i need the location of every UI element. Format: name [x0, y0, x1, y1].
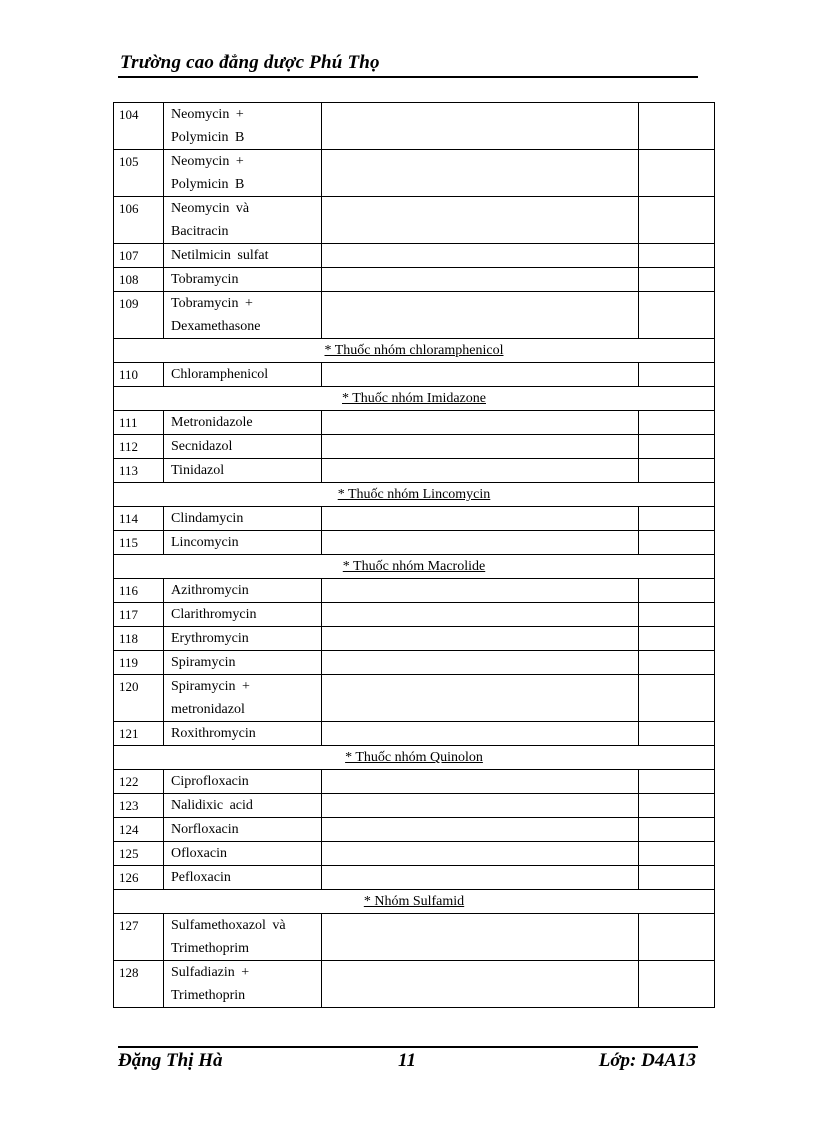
table-row — [114, 150, 715, 197]
drug-name-line: Azithromycin — [171, 583, 249, 598]
drug-name-line: Clindamycin — [171, 511, 244, 526]
row-number: 111 — [114, 411, 164, 435]
empty-cell — [639, 579, 715, 603]
section-header-label: * Thuốc nhóm Quinolon — [345, 750, 483, 765]
table-row — [114, 103, 715, 150]
section-header-row — [114, 387, 715, 411]
table-row — [114, 770, 715, 794]
empty-cell — [639, 627, 715, 651]
row-number: 106 — [114, 197, 164, 244]
drug-name-line: Lincomycin — [171, 535, 239, 550]
empty-cell — [322, 818, 639, 842]
table-row — [114, 794, 715, 818]
drug-name-cell — [164, 627, 322, 651]
empty-cell — [322, 507, 639, 531]
empty-cell — [322, 675, 639, 722]
empty-cell — [322, 914, 639, 961]
empty-cell — [322, 531, 639, 555]
empty-cell — [639, 794, 715, 818]
empty-cell — [322, 866, 639, 890]
row-number: 110 — [114, 363, 164, 387]
drug-name-cell — [164, 770, 322, 794]
drug-name-line: Polymicin B — [171, 130, 245, 145]
row-number: 105 — [114, 150, 164, 197]
empty-cell — [639, 651, 715, 675]
table-row — [114, 651, 715, 675]
table-row — [114, 914, 715, 961]
section-header-label: * Thuốc nhóm Macrolide — [342, 559, 486, 574]
table-row — [114, 818, 715, 842]
drug-name-line: Trimethoprim — [171, 941, 250, 956]
empty-cell — [322, 794, 639, 818]
table-row — [114, 507, 715, 531]
section-header-cell — [114, 890, 715, 914]
empty-cell — [639, 722, 715, 746]
drug-name-line: Norfloxacin — [171, 822, 239, 837]
empty-cell — [322, 961, 639, 1008]
footer-author: Đặng Thị Hà — [118, 1050, 223, 1071]
drug-name-line: Sulfadiazin + — [171, 965, 250, 980]
table-row — [114, 197, 715, 244]
table-row — [114, 292, 715, 339]
drug-name-cell — [164, 866, 322, 890]
empty-cell — [322, 435, 639, 459]
empty-cell — [639, 459, 715, 483]
empty-cell — [639, 435, 715, 459]
section-header-row — [114, 483, 715, 507]
section-header-row — [114, 746, 715, 770]
drug-name-line: Secnidazol — [171, 439, 233, 454]
empty-cell — [322, 579, 639, 603]
drug-name-cell — [164, 292, 322, 339]
empty-cell — [639, 244, 715, 268]
row-number: 124 — [114, 818, 164, 842]
table-row — [114, 579, 715, 603]
drug-name-line: Neomycin + — [171, 154, 244, 169]
drug-name-cell — [164, 103, 322, 150]
drug-name-line: Trimethoprin — [171, 988, 246, 1003]
row-number: 128 — [114, 961, 164, 1008]
drug-name-line: Neomycin + — [171, 107, 244, 122]
drug-name-cell — [164, 363, 322, 387]
drug-name-line: Ofloxacin — [171, 846, 227, 861]
table-row — [114, 722, 715, 746]
drug-name-cell — [164, 244, 322, 268]
table-row — [114, 842, 715, 866]
row-number: 116 — [114, 579, 164, 603]
row-number: 126 — [114, 866, 164, 890]
row-number: 123 — [114, 794, 164, 818]
drug-name-line: Ciprofloxacin — [171, 774, 249, 789]
empty-cell — [639, 770, 715, 794]
row-number: 118 — [114, 627, 164, 651]
drug-name-cell — [164, 579, 322, 603]
empty-cell — [639, 531, 715, 555]
empty-cell — [639, 603, 715, 627]
row-number: 121 — [114, 722, 164, 746]
empty-cell — [639, 197, 715, 244]
empty-cell — [639, 103, 715, 150]
drug-name-line: metronidazol — [171, 702, 245, 717]
empty-cell — [322, 603, 639, 627]
empty-cell — [639, 842, 715, 866]
empty-cell — [322, 244, 639, 268]
empty-cell — [322, 103, 639, 150]
drug-name-cell — [164, 603, 322, 627]
empty-cell — [322, 411, 639, 435]
empty-cell — [322, 651, 639, 675]
drug-name-line: Dexamethasone — [171, 319, 261, 334]
drug-name-line: Chloramphenicol — [171, 367, 269, 382]
empty-cell — [639, 411, 715, 435]
row-number: 113 — [114, 459, 164, 483]
empty-cell — [322, 627, 639, 651]
drug-name-line: Nalidixic acid — [171, 798, 253, 813]
drug-table-body — [114, 103, 715, 1008]
footer-class: Lớp: D4A13 — [598, 1050, 696, 1071]
drug-name-cell — [164, 507, 322, 531]
empty-cell — [322, 842, 639, 866]
drug-name-cell — [164, 531, 322, 555]
section-header-row — [114, 339, 715, 363]
empty-cell — [639, 961, 715, 1008]
header-divider — [118, 76, 698, 78]
drug-name-cell — [164, 914, 322, 961]
empty-cell — [322, 459, 639, 483]
table-row — [114, 411, 715, 435]
drug-name-line: Roxithromycin — [171, 726, 256, 741]
empty-cell — [322, 722, 639, 746]
section-header-label: * Nhóm Sulfamid — [363, 894, 465, 909]
drug-name-cell — [164, 818, 322, 842]
drug-name-line: Sulfamethoxazol và — [171, 918, 286, 933]
drug-name-line: Tobramycin + — [171, 296, 253, 311]
drug-name-line: Netilmicin sulfat — [171, 248, 269, 263]
drug-name-cell — [164, 961, 322, 1008]
drug-name-cell — [164, 722, 322, 746]
row-number: 125 — [114, 842, 164, 866]
drug-name-line: Bacitracin — [171, 224, 229, 239]
drug-name-cell — [164, 268, 322, 292]
drug-name-cell — [164, 435, 322, 459]
empty-cell — [322, 268, 639, 292]
drug-name-cell — [164, 675, 322, 722]
drug-name-line: Neomycin và — [171, 201, 250, 216]
row-number: 108 — [114, 268, 164, 292]
row-number: 114 — [114, 507, 164, 531]
empty-cell — [639, 818, 715, 842]
section-header-row — [114, 890, 715, 914]
empty-cell — [322, 197, 639, 244]
section-header-cell — [114, 555, 715, 579]
row-number: 112 — [114, 435, 164, 459]
empty-cell — [639, 363, 715, 387]
drug-name-cell — [164, 411, 322, 435]
row-number: 127 — [114, 914, 164, 961]
empty-cell — [639, 507, 715, 531]
section-header-label: * Thuốc nhóm Lincomycin — [337, 487, 491, 502]
row-number: 109 — [114, 292, 164, 339]
drug-name-cell — [164, 150, 322, 197]
drug-name-line: Clarithromycin — [171, 607, 257, 622]
empty-cell — [639, 150, 715, 197]
drug-name-line: Spiramycin + — [171, 679, 250, 694]
drug-name-line: Tinidazol — [171, 463, 225, 478]
table-row — [114, 961, 715, 1008]
page-number: 11 — [398, 1050, 416, 1071]
row-number: 107 — [114, 244, 164, 268]
section-header-cell — [114, 339, 715, 363]
table-row — [114, 627, 715, 651]
drug-name-cell — [164, 197, 322, 244]
section-header-row — [114, 555, 715, 579]
drug-table — [113, 102, 715, 1008]
section-header-label: * Thuốc nhóm chloramphenicol — [324, 343, 504, 358]
row-number: 104 — [114, 103, 164, 150]
footer-divider — [118, 1046, 698, 1048]
empty-cell — [322, 292, 639, 339]
drug-name-cell — [164, 842, 322, 866]
drug-name-line: Spiramycin — [171, 655, 236, 670]
table-row — [114, 363, 715, 387]
row-number: 122 — [114, 770, 164, 794]
drug-name-cell — [164, 794, 322, 818]
table-row — [114, 435, 715, 459]
section-header-cell — [114, 483, 715, 507]
empty-cell — [639, 866, 715, 890]
row-number: 115 — [114, 531, 164, 555]
drug-name-line: Pefloxacin — [171, 870, 231, 885]
row-number: 119 — [114, 651, 164, 675]
section-header-label: * Thuốc nhóm Imidazone — [342, 391, 486, 406]
row-number: 120 — [114, 675, 164, 722]
row-number: 117 — [114, 603, 164, 627]
table-row — [114, 459, 715, 483]
empty-cell — [639, 268, 715, 292]
drug-name-line: Tobramycin — [171, 272, 239, 287]
drug-name-cell — [164, 459, 322, 483]
empty-cell — [322, 770, 639, 794]
drug-name-cell — [164, 651, 322, 675]
empty-cell — [639, 292, 715, 339]
table-row — [114, 603, 715, 627]
drug-name-line: Erythromycin — [171, 631, 249, 646]
empty-cell — [322, 363, 639, 387]
empty-cell — [322, 150, 639, 197]
table-row — [114, 675, 715, 722]
table-row — [114, 244, 715, 268]
table-row — [114, 268, 715, 292]
drug-name-line: Metronidazole — [171, 415, 253, 430]
table-row — [114, 866, 715, 890]
header-title: Trường cao đẳng dược Phú Thọ — [120, 52, 380, 73]
section-header-cell — [114, 746, 715, 770]
section-header-cell — [114, 387, 715, 411]
empty-cell — [639, 675, 715, 722]
drug-name-line: Polymicin B — [171, 177, 245, 192]
empty-cell — [639, 914, 715, 961]
table-row — [114, 531, 715, 555]
